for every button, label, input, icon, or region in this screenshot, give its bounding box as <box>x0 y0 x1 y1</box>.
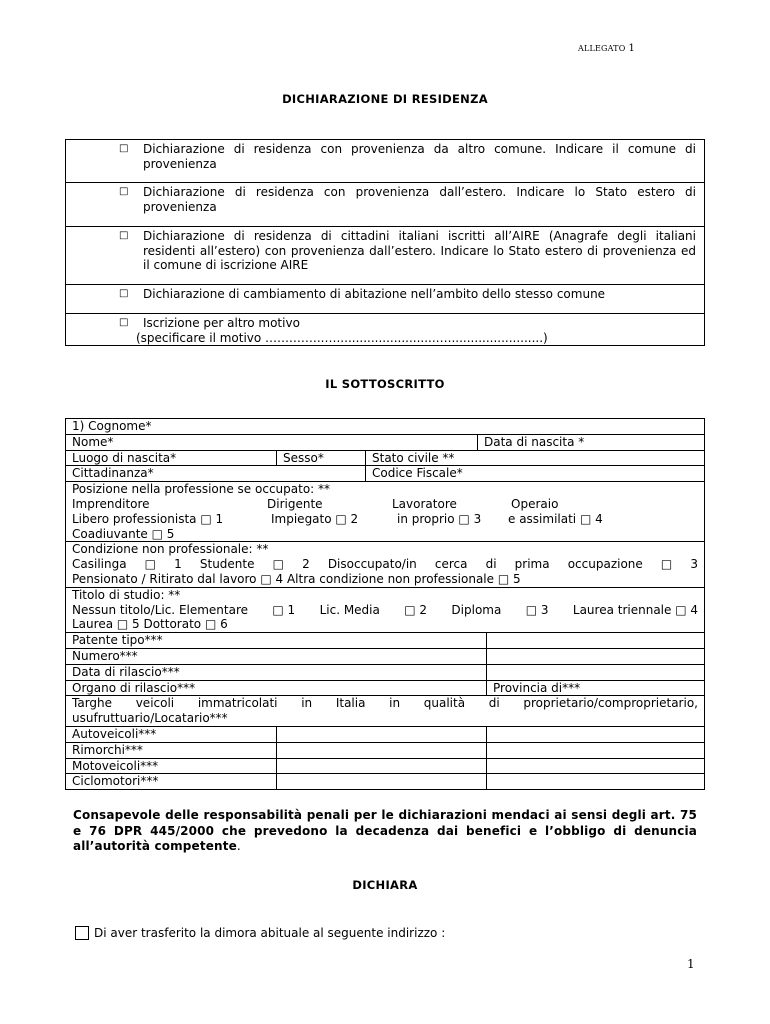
targhe-word: immatricolati <box>197 696 278 711</box>
declaration-type-table <box>65 139 705 346</box>
checkbox-icon[interactable]: □ <box>119 317 129 328</box>
luogo-nascita-row <box>66 451 704 467</box>
targhe-word: veicoli <box>135 696 175 711</box>
responsibility-text: Consapevole delle responsabilità penali per le dichiarazioni mendaci ai sensi degli art. 75 e 76 DPR 445/2000 che prevedono la decadenza dai benefici e l’obbligo di denuncia all’autorità competente <box>73 808 697 853</box>
in-proprio-option[interactable]: in proprio □ 3 <box>397 511 482 526</box>
patente-tipo-value[interactable] <box>486 633 704 648</box>
data-rilascio-field[interactable]: Data di rilascio*** <box>72 664 180 679</box>
word-prima: prima <box>514 557 550 572</box>
patente-tipo-row <box>66 633 704 649</box>
targhe-word: Targhe <box>72 696 113 711</box>
studio-row-1 <box>72 603 698 618</box>
impiegato-option[interactable]: Impiegato □ 2 <box>271 511 359 526</box>
dichiara-heading: DICHIARA <box>352 878 418 892</box>
motoveicoli-value-1[interactable] <box>276 759 486 774</box>
professione-row-1 <box>72 497 698 512</box>
lic-media-option[interactable]: □ 2 <box>404 602 428 617</box>
lavoratore-label: Lavoratore <box>392 496 457 511</box>
ciclomotori-value-2[interactable] <box>486 774 704 789</box>
checkbox-icon[interactable]: □ <box>119 230 129 241</box>
autoveicoli-value-2[interactable] <box>486 727 704 742</box>
luogo-nascita-field[interactable]: Luogo di nascita* <box>72 450 177 465</box>
non-professionale-row-1 <box>72 557 698 572</box>
patente-numero-field[interactable]: Numero*** <box>72 648 138 663</box>
checkbox-icon[interactable] <box>75 926 89 940</box>
targhe-word: qualità <box>423 696 466 711</box>
studio-heading: Titolo di studio: ** <box>72 587 181 602</box>
nessun-titolo-label: Nessun titolo/Lic. Elementare <box>72 602 249 617</box>
diploma-option[interactable]: □ 3 <box>525 602 549 617</box>
motoveicoli-row <box>66 759 704 775</box>
motoveicoli-value-2[interactable] <box>486 759 704 774</box>
responsibility-period: . <box>236 839 241 853</box>
allegato-number: 1 <box>628 43 636 54</box>
declaration-option-2[interactable] <box>66 183 704 227</box>
word-occupazione: occupazione <box>567 557 643 572</box>
patente-numero-row <box>66 649 704 665</box>
checkbox-icon[interactable]: □ <box>119 143 129 154</box>
motoveicoli-label: Motoveicoli*** <box>72 758 159 773</box>
rimorchi-value-2[interactable] <box>486 743 704 758</box>
word-cerca: cerca <box>434 557 468 572</box>
checkbox-icon[interactable]: □ <box>119 288 129 299</box>
cognome-field[interactable]: 1) Cognome* <box>72 419 152 433</box>
cittadinanza-row <box>66 466 704 482</box>
patente-numero-value[interactable] <box>486 649 704 664</box>
data-nascita-field[interactable]: Data di nascita * <box>477 435 704 450</box>
declaration-option-4[interactable] <box>66 285 704 314</box>
option-label: Dichiarazione di residenza di cittadini italiani iscritti all’AIRE (Anagrafe degli italiani residenti all’estero) con provenienza dall’estero. Indicare lo Stato estero di provenienza ed il comune di iscrizione AIRE <box>143 229 696 272</box>
laurea-triennale-option[interactable]: Laurea triennale □ 4 <box>572 602 698 617</box>
studio-row-2[interactable]: Laurea □ 5 Dottorato □ 6 <box>72 617 228 632</box>
disoccupato-label: Disoccupato/in <box>327 557 417 572</box>
page-number: 1 <box>687 957 695 971</box>
professione-heading: Posizione nella professione se occupato: ** <box>72 482 331 497</box>
allegato-label <box>578 43 635 54</box>
word-di: di <box>485 557 497 572</box>
declaration-option-1[interactable] <box>66 140 704 183</box>
ciclomotori-value-1[interactable] <box>276 774 486 789</box>
autoveicoli-value-1[interactable] <box>276 727 486 742</box>
specify-reason-field[interactable]: (specificare il motivo …….……..…..........................….........................) <box>136 330 548 345</box>
checkbox-icon[interactable]: □ <box>272 557 284 572</box>
studio-block <box>66 588 704 633</box>
rimorchi-row <box>66 743 704 759</box>
declaration-option-3[interactable] <box>66 227 704 285</box>
cognome-row <box>66 419 704 435</box>
targhe-heading-line-2: usufruttuario/Locatario*** <box>72 711 228 726</box>
non-professionale-block <box>66 542 704 587</box>
imprenditore-label: Imprenditore <box>72 496 150 511</box>
targhe-block <box>66 696 704 727</box>
trasferito-label: Di aver trasferito la dimora abituale al seguente indirizzo : <box>94 926 446 940</box>
option-label: Dichiarazione di cambiamento di abitazione nell’ambito dello stesso comune <box>143 287 606 301</box>
autoveicoli-label: Autoveicoli*** <box>72 726 157 741</box>
organo-rilascio-row <box>66 681 704 697</box>
data-rilascio-value[interactable] <box>486 665 704 680</box>
declaration-option-5[interactable] <box>66 314 704 345</box>
option-label: Dichiarazione di residenza con provenienza dall’estero. Indicare lo Stato estero di provenienza <box>143 185 696 214</box>
professione-block <box>66 482 704 542</box>
codice-fiscale-field[interactable]: Codice Fiscale* <box>365 466 704 481</box>
option-label: Iscrizione per altro motivo <box>143 316 300 330</box>
rimorchi-value-1[interactable] <box>276 743 486 758</box>
patente-tipo-field[interactable]: Patente tipo*** <box>72 633 163 648</box>
provincia-field[interactable]: Provincia di*** <box>486 681 704 696</box>
signer-heading: IL SOTTOSCRITTO <box>325 377 445 391</box>
professione-row-2 <box>72 512 698 527</box>
organo-rilascio-field[interactable]: Organo di rilascio*** <box>72 680 196 695</box>
targhe-heading-line-1 <box>72 696 698 711</box>
libero-professionista-option[interactable]: Libero professionista □ 1 <box>72 511 224 526</box>
autoveicoli-row <box>66 727 704 743</box>
targhe-word: di <box>488 696 500 711</box>
checkbox-icon[interactable]: □ <box>660 557 673 572</box>
ciclomotori-row <box>66 774 704 789</box>
non-professionale-row-2[interactable]: Pensionato / Ritirato dal lavoro □ 4 Altra condizione non professionale □ 5 <box>72 571 521 586</box>
personal-data-table <box>65 418 705 790</box>
code-3: 3 <box>690 557 698 572</box>
data-rilascio-row <box>66 665 704 681</box>
stato-civile-field[interactable]: Stato civile ** <box>365 451 704 466</box>
sesso-field[interactable]: Sesso* <box>276 451 365 466</box>
dirigente-label: Dirigente <box>267 496 323 511</box>
casalinga-label: Casilinga <box>72 557 127 572</box>
checkbox-icon[interactable]: □ <box>119 186 129 197</box>
nessun-titolo-option[interactable]: □ 1 <box>272 602 296 617</box>
targhe-word: Italia <box>335 696 366 711</box>
checkbox-icon[interactable]: □ <box>144 557 157 572</box>
assimilati-option[interactable]: e assimilati □ 4 <box>508 511 603 526</box>
nome-field[interactable]: Nome* <box>72 434 114 449</box>
targhe-word: in <box>301 696 313 711</box>
targhe-word: proprietario/comproprietario, <box>523 696 698 711</box>
nome-row <box>66 435 704 451</box>
code-1: 1 <box>174 557 182 572</box>
ciclomotori-label: Ciclomotori*** <box>72 774 159 789</box>
studente-label: Studente <box>199 557 255 572</box>
option-label: Dichiarazione di residenza con provenienza da altro comune. Indicare il comune di provenienza <box>143 142 696 171</box>
diploma-label: Diploma <box>451 602 502 617</box>
coadiuvante-option[interactable]: Coadiuvante □ 5 <box>72 526 175 541</box>
allegato-text: ALLEGATO <box>578 44 626 53</box>
trasferito-option[interactable] <box>75 926 445 940</box>
lic-media-label: Lic. Media <box>319 602 380 617</box>
targhe-word: in <box>389 696 401 711</box>
responsibility-statement <box>73 808 697 855</box>
code-2: 2 <box>302 557 310 572</box>
operaio-label: Operaio <box>511 496 559 511</box>
non-professionale-heading: Condizione non professionale: ** <box>72 542 269 557</box>
cittadinanza-field[interactable]: Cittadinanza* <box>72 466 154 481</box>
rimorchi-label: Rimorchi*** <box>72 742 143 757</box>
document-title: DICHIARAZIONE DI RESIDENZA <box>282 92 488 106</box>
